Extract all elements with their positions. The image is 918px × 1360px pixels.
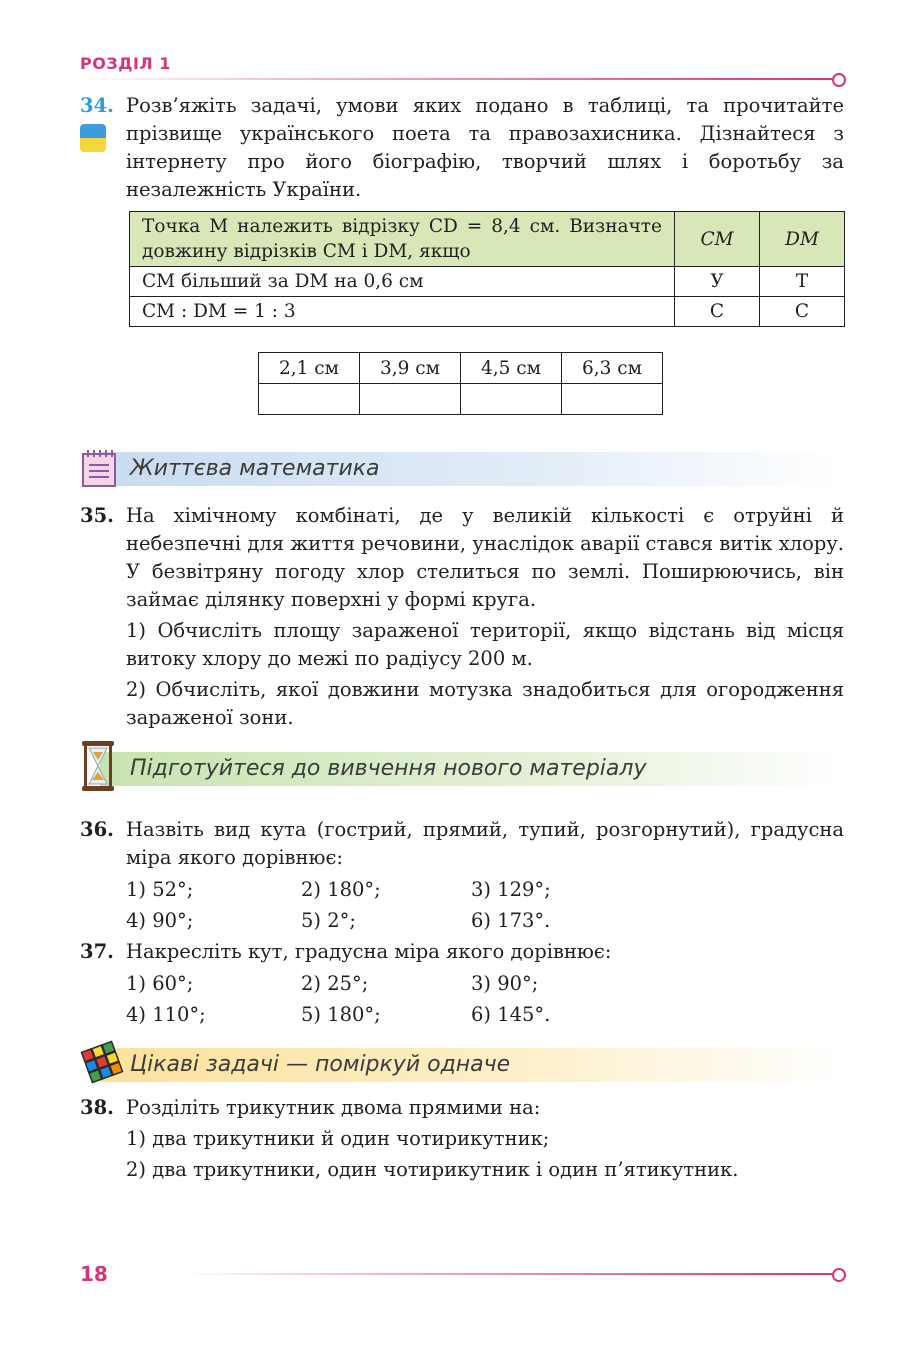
task-text: Розв’яжіть задачі, умови яких подано в таблиці, та прочитайте прізвище українського поета та правозахисника. Дізнайтеся з інтернету про його біографію, творчий шлях і боротьбу за незалежність України.	[126, 94, 844, 201]
task-34-table	[129, 211, 845, 327]
task-38	[80, 1094, 844, 1184]
option: 4) 110°;	[126, 1003, 206, 1026]
option: 1) 52°;	[126, 878, 194, 901]
option: 4) 90°;	[126, 909, 194, 932]
table-cell: Т	[760, 267, 845, 297]
answer-value: 3,9 см	[360, 353, 461, 384]
hourglass-icon	[80, 740, 116, 792]
table-condition: CM більший за DM на 0,6 см	[130, 267, 675, 297]
table-cell: У	[675, 267, 760, 297]
option: 5) 2°;	[301, 909, 356, 932]
answer-blank	[360, 384, 461, 415]
prepare-banner	[80, 748, 840, 784]
column-header-cm: CM	[675, 212, 760, 267]
task-35	[80, 502, 844, 732]
banner-title: Життєва математика	[130, 456, 380, 481]
table-cell: С	[760, 297, 845, 327]
rubiks-cube-icon	[80, 1040, 124, 1084]
task-subitem: 1) два трикутники й один чотирикутник;	[126, 1127, 550, 1150]
option: 6) 145°.	[471, 1003, 551, 1026]
answer-blank	[461, 384, 562, 415]
answer-value: 6,3 см	[562, 353, 663, 384]
option: 6) 173°.	[471, 909, 551, 932]
task-37	[80, 938, 844, 1030]
option: 3) 129°;	[471, 878, 551, 901]
task-text: Назвіть вид кута (гострий, прямий, тупий, розгорнутий), градусна міра якого дорівнює:	[126, 818, 844, 869]
task-36	[80, 816, 844, 936]
answer-value: 2,1 см	[259, 353, 360, 384]
answer-blank	[562, 384, 663, 415]
table-condition: CM : DM = 1 : 3	[130, 297, 675, 327]
task-number: 35.	[80, 504, 114, 527]
task-34	[80, 92, 844, 204]
option: 1) 60°;	[126, 972, 194, 995]
task-number: 38.	[80, 1096, 114, 1119]
interesting-banner	[80, 1044, 840, 1080]
task-subitem: 2) Обчисліть, якої довжини мотузка знадобиться для огородження зараженої зони.	[126, 678, 844, 729]
task-number: 34.	[80, 94, 114, 117]
header-rule-dot	[832, 73, 846, 87]
task-text: На хімічному комбінаті, де у великій кількості є отруйні й небезпечні для життя речовини, унаслідок аварії стався витік хлору. У безвітряну погоду хлор стелиться по землі. Поширюючись, він займає ділянку поверхні у формі круга.	[126, 504, 844, 611]
task-text: Розділіть трикутник двома прямими на:	[126, 1096, 541, 1119]
task-number: 37.	[80, 940, 114, 963]
table-cell: С	[675, 297, 760, 327]
answer-grid	[258, 352, 663, 415]
banner-title: Підготуйтеся до вивчення нового матеріалу	[130, 756, 647, 781]
banner-title: Цікаві задачі — поміркуй одначе	[130, 1052, 511, 1077]
task-text: Накресліть кут, градусна міра якого дорівнює:	[126, 940, 612, 963]
option: 2) 180°;	[301, 878, 381, 901]
column-header-dm: DM	[760, 212, 845, 267]
section-label: РОЗДІЛ 1	[80, 54, 171, 73]
option: 2) 25°;	[301, 972, 369, 995]
page-number: 18	[80, 1262, 108, 1286]
task-number: 36.	[80, 818, 114, 841]
header-rule	[80, 78, 832, 80]
table-question: Точка M належить відрізку CD = 8,4 см. Визначте довжину відрізків CM і DM, якщо	[130, 212, 675, 267]
footer-rule	[180, 1273, 832, 1275]
footer-rule-dot	[832, 1268, 846, 1282]
life-math-banner	[80, 448, 840, 484]
option: 5) 180°;	[301, 1003, 381, 1026]
answer-blank	[259, 384, 360, 415]
task-subitem: 1) Обчисліть площу зараженої території, якщо відстань від місця витоку хлору до межі по радіусу 200 м.	[126, 619, 844, 670]
notebook-icon	[80, 448, 120, 488]
answer-value: 4,5 см	[461, 353, 562, 384]
task-subitem: 2) два трикутники, один чотирикутник і один п’ятикутник.	[126, 1158, 739, 1181]
option: 3) 90°;	[471, 972, 539, 995]
